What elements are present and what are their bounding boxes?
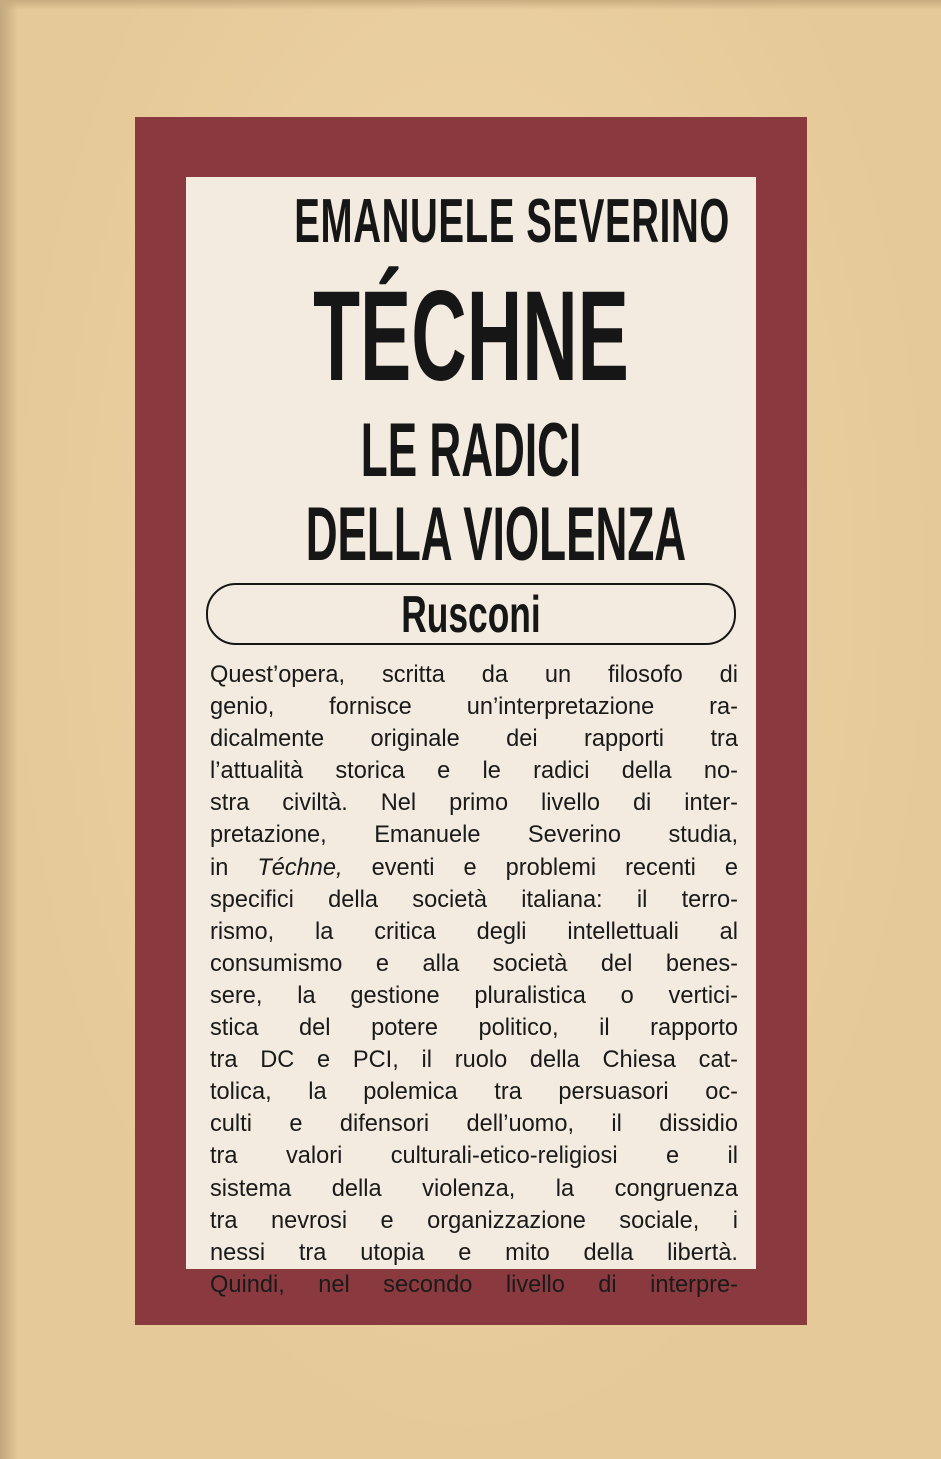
subtitle-line-1: LE RADICI [360,408,582,493]
author-name: EMANUELE SEVERINO [294,187,730,256]
blurb-line: sere, la gestione pluralistica o vertici- [210,982,738,1009]
blurb-line: stica del potere politico, il rapporto [210,1015,738,1042]
publisher-badge [206,583,736,645]
title-panel [186,177,756,1298]
blurb-line: tra valori culturali-etico-religiosi e il [210,1143,738,1170]
blurb-line: l’attualità storica e le radici della no- [210,758,738,785]
blurb-line: consumismo e alla società del benes- [210,950,738,977]
blurb-line: culti e difensori dell’uomo, il dissidio [210,1111,738,1138]
cover-left-edge-shadow [0,0,18,1459]
blurb-line: specifici della società italiana: il terro- [210,886,738,913]
blurb-text [210,659,738,1301]
blurb-italic-title: Téchne, [257,854,343,881]
blurb-line: stra civiltà. Nel primo livello di inter- [210,790,738,817]
blurb-line: tolica, la polemica tra persuasori oc- [210,1079,738,1106]
blurb-fragment: eventi e problemi recenti e [342,854,738,881]
publisher-name: Rusconi [401,586,541,644]
blurb-line: dicalmente originale dei rapporti tra [210,726,738,753]
blurb-line: tra DC e PCI, il ruolo della Chiesa cat- [210,1047,738,1074]
blurb-line: sistema della violenza, la congruenza [210,1175,738,1202]
blurb-line: tra nevrosi e organizzazione sociale, i [210,1207,738,1234]
blurb-line: genio, fornisce un’interpretazione ra- [210,694,738,721]
blurb-line: nessi tra utopia e mito della libertà. [210,1239,738,1266]
blurb-line: pretazione, Emanuele Severino studia, [210,822,738,849]
blurb-fragment: in [210,854,258,881]
blurb-line-with-italic [210,852,738,884]
subtitle-line-2: DELLA VIOLENZA [305,492,687,577]
cover-top-edge-shadow [0,0,941,10]
blurb-line: Quindi, nel secondo livello di interpre- [210,1271,738,1298]
book-title: TÉCHNE [313,265,629,408]
blurb-line: Quest’opera, scritta da un filosofo di [210,662,738,688]
blurb-line: rismo, la critica degli intellettuali al [210,918,738,945]
